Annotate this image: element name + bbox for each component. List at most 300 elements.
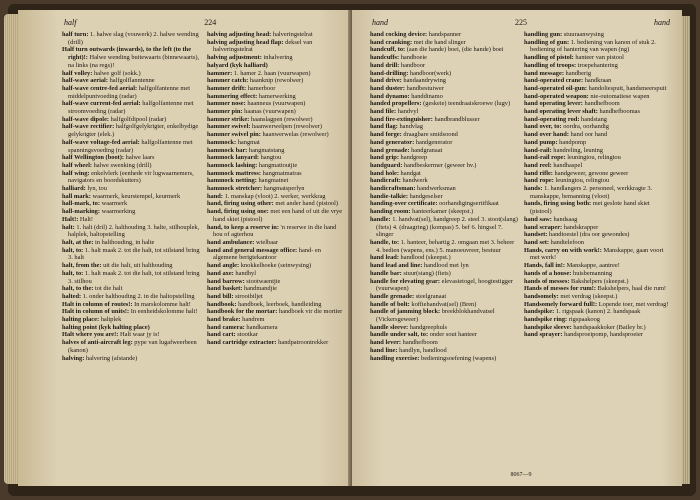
entry-headword: hand angle:: [207, 262, 240, 270]
entry-translation: handstang: [579, 115, 607, 123]
entry-translation: elevasietogel, hoogtestigger (vuurwapen): [376, 277, 513, 293]
dictionary-entry: [524, 154, 672, 162]
entry-headword: hand grenade:: [370, 146, 410, 154]
dictionary-entry: [62, 262, 201, 270]
entry-translation: Halwe wending buitewaarts (binnewaarts), na links (na regs)!: [68, 54, 200, 69]
entry-translation: leuningtou, relingtou: [565, 154, 621, 162]
dictionary-entry: [524, 247, 672, 262]
entry-headword: hand over, to:: [524, 123, 562, 131]
entry-headword: halving:: [62, 354, 85, 362]
dictionary-entry: [524, 54, 672, 62]
page-footer-signature: 8067—9: [510, 472, 532, 478]
entry-translation: halfgolfantenne met middelpuntvoeding (radar): [68, 84, 191, 100]
entry-translation: handsproeipomp, handsproeier: [562, 331, 643, 339]
dictionary-entry: [524, 262, 672, 270]
entry-translation: handvlag: [397, 123, 423, 131]
dictionary-entry: [62, 270, 201, 285]
dictionary-entry: [524, 324, 672, 332]
entry-headword: hand saw:: [524, 215, 552, 223]
entry-headword: Halt in column of units!:: [62, 308, 130, 316]
entry-headword: handle of bolt:: [370, 300, 410, 308]
entry-translation: handhefboom: [401, 339, 438, 347]
dictionary-entry: [62, 324, 201, 332]
entry-translation: handboor: [399, 61, 426, 69]
entry-translation: met die hand slinger: [412, 38, 466, 46]
entry-headword: Halt where you are!:: [62, 331, 119, 339]
entry-headword: hand-rail:: [524, 146, 552, 154]
entry-headword: halliard:: [62, 185, 86, 193]
dictionary-entry: [370, 162, 518, 170]
dictionary-entry: [62, 224, 201, 239]
entry-translation: handgreephuls: [408, 323, 448, 331]
left-page-column-1: [62, 31, 201, 471]
dictionary-entry: [524, 308, 672, 316]
dictionary-entry: [62, 200, 201, 208]
entry-translation: handpomp: [557, 138, 587, 146]
entry-headword: half-wave current-fed aerial:: [62, 100, 141, 108]
entry-headword: hand, to keep a reserve in:: [207, 223, 279, 231]
dictionary-entry: [524, 108, 672, 116]
entry-translation: met geslote hand skiet (pistool): [530, 200, 650, 216]
entry-translation: handsaag: [551, 215, 578, 223]
entry-headword: hand drill:: [370, 61, 400, 69]
entry-translation: handwerk: [400, 177, 428, 185]
entry-translation: 1. hamer 2. haan (vuurwapen): [232, 69, 311, 77]
entry-translation: handgeselser: [408, 192, 443, 200]
entry-translation: Halt waar jy is!: [118, 331, 160, 339]
dictionary-entry: [370, 308, 518, 323]
entry-headword: hand scraper:: [524, 223, 563, 231]
entry-headword: half wing:: [62, 169, 90, 177]
running-head-right-right: hand: [654, 18, 670, 27]
entry-headword: hammock mattress:: [207, 169, 262, 177]
entry-headword: hands of a house:: [524, 269, 572, 277]
entry-headword: hand rifle:: [524, 169, 553, 177]
dictionary-entry: [207, 54, 346, 62]
entry-translation: oorhandigingsertifikaat: [437, 200, 499, 208]
dictionary-entry: [370, 62, 518, 70]
entry-translation: hangmat: [236, 138, 260, 146]
dictionary-entry: [370, 185, 518, 193]
entry-headword: hammock bar:: [207, 146, 248, 154]
entry-translation: 1. manskap (vloot) 2. werker, werkkrag: [223, 192, 326, 200]
entry-translation: halvering (afstande): [84, 354, 138, 362]
page-number-left: 224: [204, 18, 217, 27]
entry-headword: hall-marking:: [62, 208, 100, 216]
entry-translation: handaandrywing: [401, 77, 446, 85]
entry-headword: hammer strike:: [207, 115, 250, 123]
entry-headword: hand, firing using other:: [207, 200, 274, 208]
dictionary-entry: [370, 347, 518, 355]
right-page: [352, 10, 682, 486]
dictionary-entry: [524, 239, 672, 247]
dictionary-entry: [62, 123, 201, 138]
entry-translation: handboeie: [399, 54, 427, 62]
entry-translation: handgeweer, gewone geweer: [552, 169, 629, 177]
dictionary-entry: [62, 162, 201, 170]
entry-headword: hand drive:: [370, 77, 402, 85]
dictionary-entry: [62, 85, 201, 100]
entry-translation: hangmatmatras: [261, 169, 302, 177]
entry-translation: handspaakkoker (Bailey br.): [571, 323, 646, 331]
entry-headword: halt, to:: [62, 246, 84, 254]
entry-headword: hand fire-extinguisher:: [370, 115, 433, 123]
entry-headword: handicraft:: [370, 177, 401, 185]
dictionary-entry: [62, 154, 201, 162]
entry-translation: waarmerking: [100, 208, 136, 216]
dictionary-entry: [370, 293, 518, 301]
entry-headword: hand cart:: [207, 331, 236, 339]
dictionary-entry: [524, 62, 672, 70]
entry-headword: Hands of messes for rum!:: [524, 285, 596, 293]
dictionary-entry: [207, 293, 346, 301]
entry-headword: hand-operated weapon:: [524, 92, 589, 100]
dictionary-entry: [524, 116, 672, 124]
dictionary-entry: [370, 77, 518, 85]
dictionary-entry: [62, 70, 201, 78]
entry-translation: met ander hand (pistool): [273, 200, 339, 208]
dictionary-entry: [62, 301, 201, 309]
entry-translation: Bakshelpers, haal die rum!: [595, 285, 667, 293]
dictionary-entry: [370, 254, 518, 262]
entry-headword: hand cocking device:: [370, 31, 428, 38]
entry-translation: In marskolomme halt!: [132, 300, 191, 308]
dictionary-entry: [370, 177, 518, 185]
entry-translation: rigspaakoog: [567, 316, 600, 324]
entry-headword: handle, to:: [370, 238, 400, 246]
dictionary-entry: [207, 285, 346, 293]
dictionary-entry: [370, 170, 518, 178]
entry-headword: hammering effect:: [207, 92, 258, 100]
entry-headword: handle sleeve:: [370, 323, 409, 331]
dictionary-entry: [62, 31, 201, 46]
entry-headword: halyard (kyk halliard): [207, 61, 268, 69]
entry-translation: huisbemanning: [571, 269, 613, 277]
entry-headword: hand camera:: [207, 323, 245, 331]
dictionary-entry: [370, 208, 518, 216]
dictionary-entry: [207, 185, 346, 193]
entry-headword: handle of jamming block:: [370, 308, 441, 316]
entry-headword: Handsomely forward full!:: [524, 300, 598, 308]
entry-headword: hand file:: [370, 108, 397, 116]
entry-translation: 1. bediening van kanon of stuk 2. bediening of hantering van wapen (ng): [530, 38, 656, 54]
dictionary-entry: [62, 293, 201, 301]
dictionary-entry: [370, 270, 518, 278]
dictionary-entry: [370, 93, 518, 101]
entry-translation: 1. handlangers 2. personeel, werkkragte 3. manskappe, bemanning (vloot): [530, 185, 653, 200]
entry-translation: stootwaentjie: [244, 277, 281, 285]
dictionary-entry: [62, 185, 201, 193]
entry-headword: hand ambulance:: [207, 238, 255, 246]
dictionary-entry: [207, 301, 346, 309]
dictionary-entry: [370, 123, 518, 131]
entry-translation: 1. halt maak 2. tot die halt, tot stilstand bring 3. halt: [68, 246, 200, 262]
entry-headword: halt:: [62, 223, 75, 231]
entry-headword: hammock lashing:: [207, 161, 258, 169]
entry-translation: 1. onder halthouding 2. in die haltopstelling: [81, 292, 195, 300]
entry-translation: 1. halt maak 2. tot die halt, tot stilstand bring 3. stilhou: [68, 269, 200, 285]
entry-headword: halt, from the:: [62, 262, 102, 270]
entry-translation: hangmatstang: [247, 146, 285, 154]
entry-translation: strooibiljet: [233, 292, 263, 300]
dictionary-entry: [370, 278, 518, 293]
dictionary-entry: [207, 139, 346, 147]
entry-headword: hand basket:: [207, 285, 243, 293]
entry-headword: halt, at the:: [62, 238, 94, 246]
entry-translation: leuningtou, relingtou: [553, 177, 610, 185]
dictionary-entry: [207, 39, 346, 54]
entry-headword: hand line:: [370, 346, 398, 354]
entry-translation: handtelefoon: [549, 238, 585, 246]
entry-translation: knokkelhoeke (seinwysing): [239, 262, 312, 270]
entry-translation: halveringstelrat: [271, 31, 313, 38]
entry-translation: 1. handvat(sel), handgreep 2. steel 3. stoot(slang) (fiets) 4. (draagring) (kompas) 5. bef 6. hingsel 7. slinger: [376, 215, 518, 239]
entry-translation: handbeskermer (geweer hv.): [402, 161, 477, 169]
dictionary-entry: [62, 46, 201, 69]
entry-translation: Manskappe, aantree!: [565, 262, 620, 270]
entry-headword: half Wellington (boot):: [62, 154, 125, 162]
dictionary-entry: [62, 216, 201, 224]
entry-headword: handing room:: [370, 208, 411, 216]
entry-translation: halfgolfantenne met spanningsvoeding (radar): [68, 138, 193, 154]
dictionary-entry: [524, 147, 672, 155]
entry-headword: halving adjustment:: [207, 54, 262, 62]
entry-translation: nie-outomatiese wapen: [588, 92, 650, 100]
dictionary-entry: [207, 154, 346, 162]
dictionary-entry: [524, 200, 672, 215]
dictionary-entry: [62, 208, 201, 216]
dictionary-entry: [524, 162, 672, 170]
dictionary-entry: [207, 62, 346, 70]
entry-headword: half-wave dipole:: [62, 115, 110, 123]
entry-translation: handbrandblusser: [432, 115, 480, 123]
dictionary-entry: [524, 139, 672, 147]
entry-translation: handpatroontrekker: [276, 339, 329, 347]
entry-translation: hanteer van pistool: [573, 54, 624, 62]
dictionary-entry: [370, 139, 518, 147]
dictionary-entry: [524, 278, 672, 286]
dictionary-entry: [370, 54, 518, 62]
dictionary-entry: [207, 70, 346, 78]
dictionary-entry: [370, 324, 518, 332]
entry-translation: handgenerator: [414, 138, 453, 146]
dictionary-entry: [207, 31, 346, 39]
entry-headword: hammock stretcher:: [207, 185, 263, 193]
entry-translation: inhalvering: [261, 54, 293, 62]
entry-translation: handgreep: [398, 154, 428, 162]
dictionary-entry: [524, 293, 672, 301]
dictionary-entry: [207, 93, 346, 101]
entry-headword: hand message:: [524, 69, 564, 77]
dictionary-entry: [370, 239, 518, 254]
entry-headword: handling exercise:: [370, 354, 420, 362]
entry-translation: tot die halt: [93, 285, 123, 293]
dictionary-entry: [62, 193, 201, 201]
dictionary-entry: [207, 100, 346, 108]
entry-translation: hangtou: [259, 154, 282, 162]
dictionary-entry: [62, 116, 201, 124]
entry-headword: halving adjusting head flap:: [207, 38, 284, 46]
running-head-left: half: [64, 18, 77, 27]
entry-translation: stuur(stang) (fiets): [401, 269, 451, 277]
left-page-header: [62, 18, 346, 27]
entry-headword: halted:: [62, 292, 82, 300]
entry-headword: halving adjusting head:: [207, 31, 272, 38]
entry-headword: hand forge:: [370, 131, 402, 139]
dictionary-entry: [524, 331, 672, 339]
entry-headword: hand barrow:: [207, 277, 245, 285]
dictionary-entry: [207, 123, 346, 131]
entry-translation: stootkar: [235, 331, 258, 339]
entry-headword: handcuff, to:: [370, 46, 406, 54]
entry-headword: hammer drift:: [207, 84, 247, 92]
entry-headword: halting point (kyk halting place): [62, 323, 150, 331]
dictionary-entry: [207, 162, 346, 170]
dictionary-entry: [524, 77, 672, 85]
dictionary-entry: [524, 185, 672, 200]
entry-translation: handvyl: [396, 108, 419, 116]
dictionary-entry: [207, 331, 346, 339]
entry-translation: 'n reserwe in die hand hou of agterhou: [213, 223, 337, 239]
dictionary-entry: [207, 131, 346, 139]
entry-headword: halt, to the:: [62, 285, 94, 293]
dictionary-entry: [207, 177, 346, 185]
dictionary-entry: [370, 46, 518, 54]
entry-headword: hammer swivel pin:: [207, 131, 261, 139]
entry-translation: 1. halt (dril) 2. halthouding 3. halte, stilhouplek, halplek, haltopstelling: [68, 223, 200, 239]
dictionary-entry: [62, 239, 201, 247]
entry-headword: hand lead:: [370, 254, 399, 262]
entry-translation: waarmerk: [100, 200, 128, 208]
entry-headword: handspike:: [524, 308, 555, 316]
entry-translation: breekblokhandvatsel (Vickersgeweer): [376, 308, 495, 324]
entry-headword: Hands, fall in!:: [524, 262, 566, 270]
entry-translation: handreling, leuning: [551, 146, 603, 154]
dictionary-entry: [62, 170, 201, 185]
entry-headword: handsomely:: [524, 292, 559, 300]
entry-headword: Halt!:: [62, 215, 79, 223]
entry-headword: handguard:: [370, 161, 403, 169]
dictionary-entry: [524, 100, 672, 108]
dictionary-entry: [524, 85, 672, 93]
entry-translation: in halthouding, in halte: [93, 238, 155, 246]
entry-headword: handspike ring:: [524, 316, 568, 324]
entry-headword: half turn:: [62, 31, 89, 38]
dictionary-entry: [62, 316, 201, 324]
entry-headword: hand duster:: [370, 84, 405, 92]
dictionary-entry: [524, 131, 672, 139]
entry-headword: hand rope:: [524, 177, 554, 185]
dictionary-entry: [207, 116, 346, 124]
dictionary-entry: [524, 177, 672, 185]
entry-headword: hand sprayer:: [524, 331, 563, 339]
entry-translation: haltplek: [99, 316, 122, 324]
entry-translation: oordra, oorhandig: [561, 123, 609, 131]
entry-translation: hand- en algemene berigtekantoor: [213, 246, 321, 262]
entry-headword: handling of troops:: [524, 61, 577, 69]
entry-translation: handlood (skeepst.): [398, 254, 451, 262]
entry-headword: hands:: [524, 185, 543, 193]
entry-translation: halfgolfantenne met stroomvoeding (radar): [68, 100, 194, 116]
entry-translation: handbestuiwer: [404, 84, 444, 92]
entry-headword: hand generator:: [370, 138, 415, 146]
entry-translation: handdinamo: [409, 92, 443, 100]
right-page-column-1: [370, 31, 518, 471]
entry-headword: half wheel:: [62, 161, 92, 169]
entry-headword: handbook:: [207, 300, 237, 308]
dictionary-entry: [524, 285, 672, 293]
entry-translation: handlood met lyn: [422, 262, 469, 270]
dictionary-entry: [207, 247, 346, 262]
dictionary-entry: [62, 139, 201, 154]
dictionary-entry: [370, 355, 518, 363]
dictionary-entry: [62, 308, 201, 316]
dictionary-entry: [370, 70, 518, 78]
entry-translation: enkelvlerk (eenhede vir lugwaarnemers, navigators en boordskutters): [68, 169, 194, 185]
dictionary-entry: [207, 339, 346, 347]
entry-translation: handwerksman: [415, 185, 456, 193]
entry-translation: hangmattoutjie: [257, 161, 298, 169]
entry-headword: Hands, carry on with work!:: [524, 246, 602, 254]
entry-translation: hamerwerking: [257, 92, 296, 100]
entry-translation: haanknip (rewolwer): [248, 77, 304, 85]
entry-translation: handbyl: [233, 269, 256, 277]
entry-translation: koffiehandvat(sel) (Bren): [409, 300, 477, 308]
dictionary-entry: [207, 208, 346, 223]
dictionary-entry: [62, 339, 201, 354]
dictionary-entry: [370, 262, 518, 270]
entry-translation: halwe swenking (drill): [92, 161, 152, 169]
entry-headword: hand-rail rope:: [524, 154, 566, 162]
running-head-right-left: hand: [372, 18, 388, 27]
entry-translation: haanas (vuurwapen): [242, 108, 296, 116]
entry-headword: handle under salt, to:: [370, 331, 429, 339]
dictionary-entry: [207, 224, 346, 239]
entry-translation: Halt!: [78, 215, 94, 223]
entry-headword: hand set:: [524, 238, 550, 246]
dictionary-entry: [207, 324, 346, 332]
dictionary-entry: [524, 231, 672, 239]
dictionary-entry: [62, 247, 201, 262]
entry-headword: half volley:: [62, 69, 93, 77]
entry-headword: halt, to:: [62, 269, 84, 277]
entry-translation: handhaspel: [551, 161, 583, 169]
dictionary-entry: [207, 270, 346, 278]
dictionary-entry: [62, 331, 201, 339]
entry-translation: hand oor hand: [569, 131, 608, 139]
entry-headword: hands of messes:: [524, 277, 570, 285]
entry-translation: wielbaar: [254, 238, 279, 246]
entry-translation: handmandjie: [242, 285, 277, 293]
dictionary-entry: [524, 270, 672, 278]
entry-translation: stuuraanwysing: [562, 31, 604, 38]
entry-translation: handgranaat: [409, 146, 443, 154]
entry-translation: Lopende toer, met verdrag!: [597, 300, 669, 308]
dictionary-entry: [524, 224, 672, 232]
dictionary-entry: [370, 216, 518, 239]
dictionary-entry: [207, 170, 346, 178]
entry-headword: hammock netting:: [207, 177, 257, 185]
entry-headword: handle bar:: [370, 269, 402, 277]
entry-headword: hand pump:: [524, 138, 558, 146]
dictionary-entry: [524, 31, 672, 39]
dictionary-entry: [207, 193, 346, 201]
entry-headword: hand over hand:: [524, 131, 569, 139]
entry-headword: hand bill:: [207, 292, 234, 300]
entry-headword: hand-drilling:: [370, 69, 409, 77]
dictionary-entry: [207, 200, 346, 208]
dictionary-entry: [524, 93, 672, 101]
